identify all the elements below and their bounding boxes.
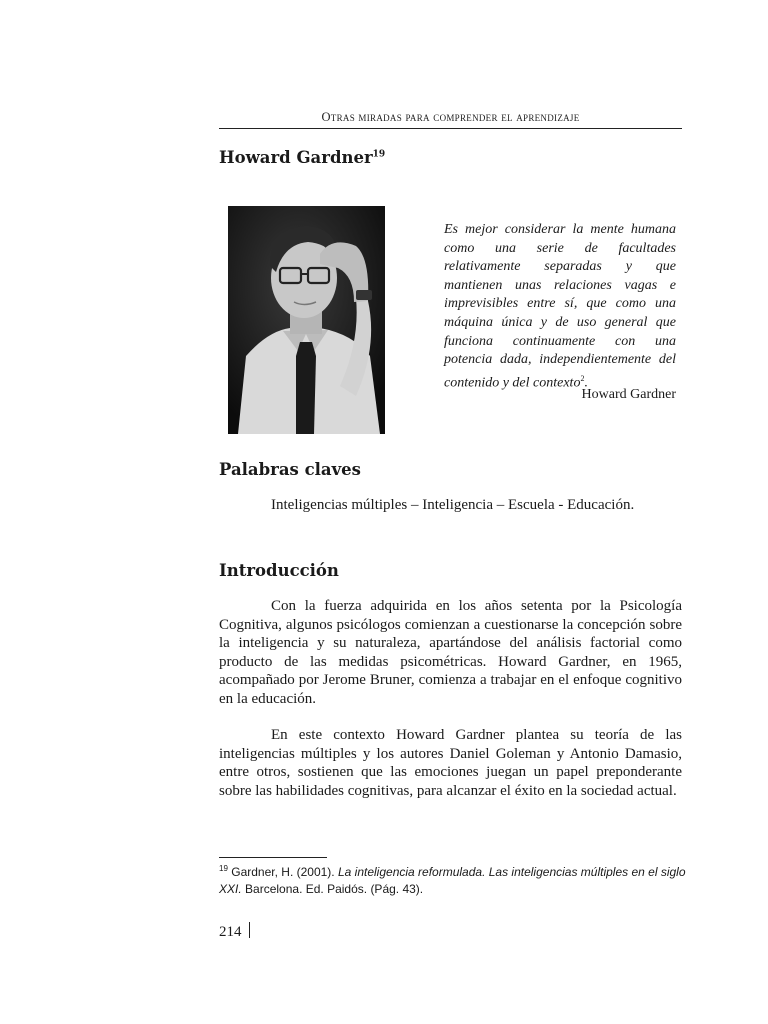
running-head: Otras miradas para comprender el aprendizaje (321, 110, 580, 124)
header-rule (219, 128, 682, 129)
page-number-bar (249, 922, 251, 938)
keywords-heading: Palabras claves (219, 460, 361, 479)
author-portrait-photo (228, 206, 385, 434)
introduction-paragraph-2: En este contexto Howard Gardner plantea su teoría de las inteligencias múltiples y los autores Daniel Goleman y Antonio Damasio, entre otros, sostienen que las emociones juegan un papel preponderante sobre las habilidades cognitivas, para alcanzar el éxito en la sociedad actual. (219, 727, 682, 799)
quote-footnote-ref: 2 (580, 373, 585, 383)
introduction-heading: Introducción (219, 561, 339, 580)
epigraph-quote (444, 221, 676, 393)
document-page (219, 0, 686, 1024)
introduction-paragraph-1: Con la fuerza adquirida en los años setenta por la Psicología Cognitiva, algunos psicólogos comienzan a cuestionarse la concepción sobre la inteligencia y su naturaleza, apartándose del análisis factorial como producto de las medidas psicométricas. Howard Gardner, en 1965, acompañado por Jerome Bruner, comienza a trabajar en el enfoque cognitivo en la educación. (219, 598, 682, 707)
epigraph-quote-text: Es mejor considerar la mente humana como una serie de facultades relativamente separadas y que mantienen unas relaciones vagas e imprevisibles entre sí, que como una máquina única y de uso general que funciona continuamente con una potencia dada, independientemente del contenido y del contexto (444, 222, 676, 391)
quote-end: . (584, 375, 588, 391)
footnote-19 (219, 861, 687, 897)
footnote-book-title: La inteligencia reformulada. Las inteligencias múltiples en el siglo XXI. (219, 865, 686, 896)
footnote-number: 19 (219, 864, 228, 873)
keywords-text: Inteligencias múltiples – Inteligencia – Escuela - Educación. (271, 497, 635, 513)
section-title-text: Howard Gardner (219, 148, 373, 167)
footnote-author: Gardner, H. (2001). (231, 865, 335, 879)
footnote-ref-19: 19 (372, 149, 386, 160)
page-number (219, 922, 250, 941)
section-title (219, 148, 385, 167)
footnote-rule (219, 857, 327, 858)
page-number-value: 214 (219, 924, 242, 940)
footnote-publisher: Barcelona. Ed. Paidós. (Pág. 43). (245, 881, 424, 896)
epigraph-author: Howard Gardner (581, 387, 676, 402)
